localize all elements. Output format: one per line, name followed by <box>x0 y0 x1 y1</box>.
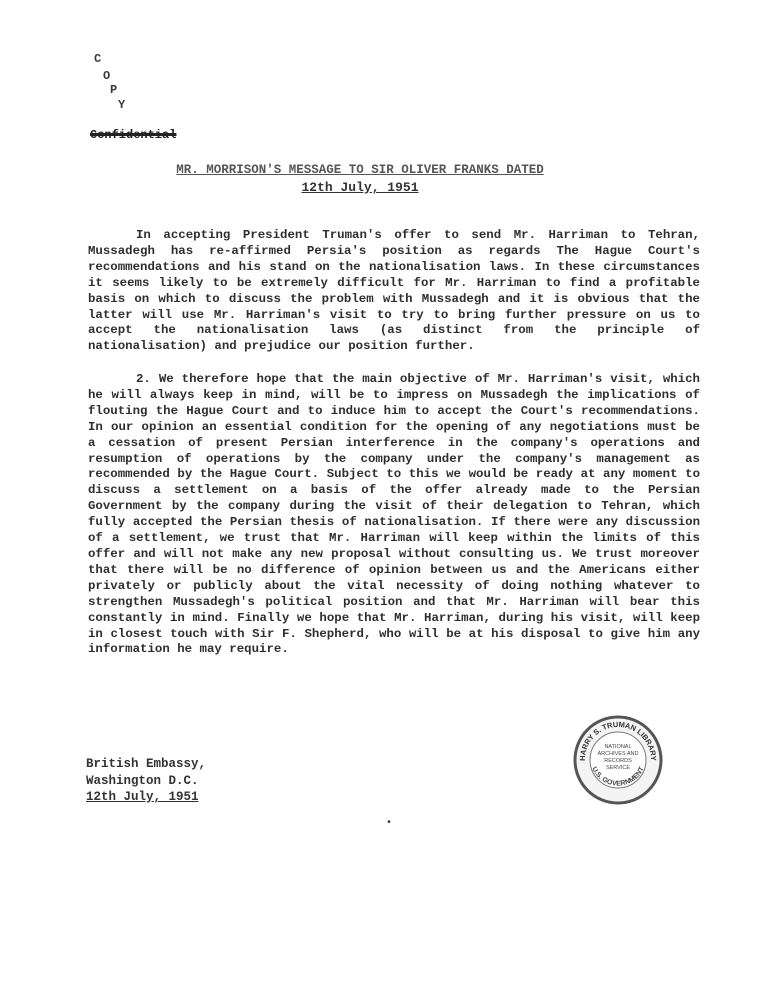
stamp-outer-text: HARRY S. TRUMAN LIBRARY <box>577 719 659 762</box>
paragraph-1: In accepting President Truman's offer to send Mr. Harriman to Tehran, Mussadegh has re-affirmed Persia's position as regards The Hague Court's recommendations and his stand on the nationalisation laws. In these circumstances it seems likely to be extremely difficult for Mr. Harriman to find a profitable basis on which to discuss the problem with Mussadegh and it is obvious that the latter will use Mr. Harriman's visit to try to bring further pressure on us to accept the nationalisation laws (as distinct from the principle of nationalisation) and prejudice our position further. <box>88 228 700 354</box>
document-date <box>160 180 560 195</box>
copy-mark-p: P <box>110 83 118 97</box>
copy-mark-o: O <box>103 69 111 83</box>
paragraph-2: 2. We therefore hope that the main objective of Mr. Harriman's visit, which he will always keep in mind, will be to impress on Mussadegh the implications of flouting the Hague Court and to induce him to accept the Court's recommendations. In our opinion an essential condition for the opening of any negotiations must be a cessation of present Persian interference in the company's operations and resumption of operations by the company under the company's management as recommended by the Hague Court. Subject to this we would be ready at any moment to discuss a settlement on a basis of the offer already made to the Persian Government by the company during the visit of their delegation to Tehran, which fully accepted the Persian thesis of nationalisation. If there were any discussion of a settlement, we trust that Mr. Harriman will keep within the limits of this offer and will not make any new proposal without consulting us. We trust moreover that there will be no difference of opinion between us and the Americans either privately or publicly about the vital necessity of doing nothing whatever to strengthen Mussadegh's political position and that Mr. Harriman will bear this constantly in mind. Finally we hope that Mr. Harriman, during his visit, will keep in closest touch with Sir F. Shepherd, who will be at his disposal to give him any information he may require. <box>88 372 700 657</box>
document-date-text: 12th July, 1951 <box>301 180 419 195</box>
stamp-bottom-text: U.S. GOVERNMENT <box>590 765 646 788</box>
document-title: MR. MORRISON'S MESSAGE TO SIR OLIVER FRANKS DATED <box>176 163 544 177</box>
classification-marking: Confidential <box>90 128 177 142</box>
stamp-inner-line-3: RECORDS <box>604 758 632 764</box>
signature-date: 12th July, 1951 <box>86 790 199 804</box>
signature-block <box>86 756 206 806</box>
stray-ink-mark: • <box>386 818 393 829</box>
archives-stamp <box>573 715 663 805</box>
signature-line-2: Washington D.C. <box>86 773 199 788</box>
stamp-inner-line-1: NATIONAL <box>604 744 632 750</box>
signature-line-1: British Embassy, <box>86 757 207 771</box>
stamp-inner-line-2: ARCHIVES AND <box>597 751 639 757</box>
stamp-inner-line-4: SERVICE <box>605 765 631 771</box>
copy-mark-y: Y <box>118 98 126 112</box>
copy-mark-c: C <box>94 52 102 66</box>
